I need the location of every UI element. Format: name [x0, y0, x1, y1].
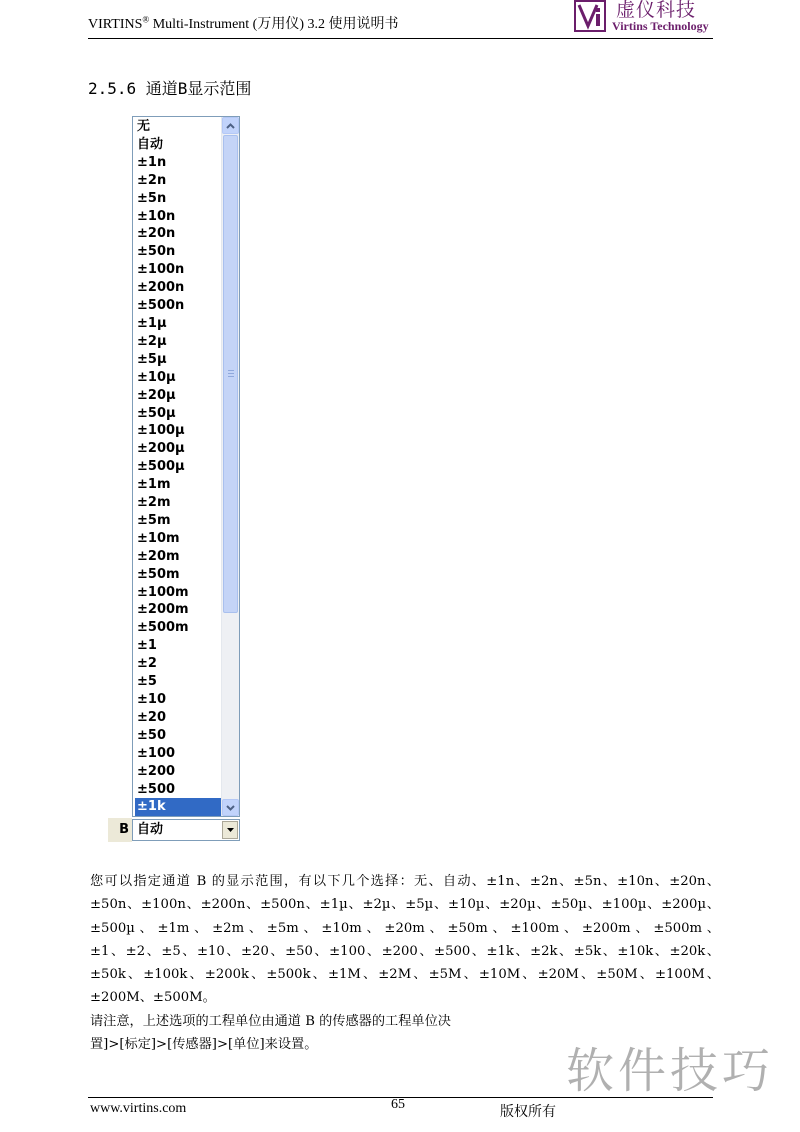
page-number: 65 — [391, 1097, 405, 1112]
dropdown-option[interactable]: ±100 — [137, 745, 176, 761]
dropdown-option[interactable]: ±10m — [137, 530, 180, 546]
vi-logo-icon — [574, 0, 606, 32]
dropdown-option[interactable]: ±2n — [137, 172, 167, 188]
dropdown-option[interactable]: ±10n — [137, 208, 176, 224]
dropdown-option[interactable]: ±20m — [137, 548, 180, 564]
range-options-paragraph: 您可以指定通道 B 的显示范围，有以下几个选择：无、自动、±1n、±2n、±5n、±10n、±20n、±50n、±100n、±200n、±500n、±1µ、±2µ、±5µ、±10µ、±20µ、±50µ、±100µ、±200µ、±500µ、±1m、±2m、±5m、±10m、±20m、±50m、±100m、±200m、±500m、±1、±2、±5、±10、±20、±50、±100、±200、±500、±1k、±2k、±5k、±10k、±20k、±50k、±100k、±200k、±500k、±1M、±2M、±5M、±10M、±20M、±50M、±100M、±200M、±500M。 — [90, 874, 720, 1006]
dropdown-option[interactable]: ±500m — [137, 620, 189, 636]
description-text — [90, 870, 720, 1056]
unit-note-line-2: 置]>[标定]>[传感器]>[单位]来设置。 — [90, 1037, 318, 1053]
dropdown-option[interactable]: ±20 — [137, 709, 166, 725]
scrollbar-thumb[interactable] — [223, 135, 238, 613]
dropdown-option[interactable]: ±5m — [137, 512, 171, 528]
dropdown-option[interactable]: ±2µ — [137, 333, 167, 349]
dropdown-option[interactable]: ±10 — [137, 692, 166, 707]
document-title: VIRTINS® Multi-Instrument (万用仪) 3.2 使用说明书 — [88, 14, 399, 32]
dropdown-option[interactable]: ±10µ — [137, 369, 176, 385]
dropdown-option[interactable]: ±100m — [137, 584, 189, 600]
dropdown-option[interactable]: ±50m — [137, 566, 180, 582]
dropdown-option[interactable]: ±5 — [137, 674, 157, 690]
dropdown-option[interactable]: ±200µ — [137, 441, 185, 457]
range-select[interactable] — [132, 819, 240, 841]
scrollbar-grip — [228, 370, 234, 379]
chevron-up-icon — [226, 123, 235, 129]
dropdown-option[interactable]: ±500 — [137, 781, 176, 797]
dropdown-option[interactable]: ±500n — [137, 298, 185, 314]
vertical-scrollbar[interactable] — [221, 117, 239, 816]
logo-english-name: Virtins Technology — [612, 19, 709, 33]
footer-website: www.virtins.com — [90, 1101, 187, 1116]
channel-b-range-dropdown-list[interactable] — [132, 116, 240, 817]
dropdown-option[interactable]: ±20µ — [137, 387, 176, 403]
dropdown-option[interactable]: ±5µ — [137, 351, 167, 367]
dropdown-arrow-icon — [227, 828, 234, 832]
dropdown-option[interactable]: ±1n — [137, 154, 167, 170]
dropdown-option[interactable]: ±200 — [137, 763, 176, 779]
selected-range-value: 自动 — [137, 822, 164, 837]
channel-label: B — [108, 818, 132, 842]
dropdown-option[interactable]: ±1 — [137, 638, 157, 654]
dropdown-option[interactable]: ±100µ — [137, 423, 185, 439]
company-logo — [572, 0, 712, 36]
chevron-down-icon — [226, 805, 235, 811]
dropdown-option[interactable]: ±50n — [137, 244, 176, 260]
dropdown-option[interactable]: ±5n — [137, 190, 167, 206]
unit-note-line-1: 请注意，上述选项的工程单位由通道 B 的传感器的工程单位决 — [90, 1013, 451, 1029]
channel-b-range-combo — [108, 818, 240, 842]
scroll-up-button[interactable] — [222, 117, 239, 134]
logo-chinese-name: 虚仪科技 — [616, 0, 697, 21]
dropdown-button[interactable] — [222, 821, 238, 839]
dropdown-options — [135, 118, 222, 816]
dropdown-option[interactable]: 自动 — [137, 136, 164, 152]
dropdown-option[interactable]: ±200n — [137, 280, 185, 296]
watermark-text: 软件技巧 — [566, 1043, 775, 1099]
dropdown-option[interactable]: ±200m — [137, 602, 189, 618]
footer-copyright: 版权所有 — [500, 1104, 556, 1120]
dropdown-option[interactable]: ±2 — [137, 656, 157, 672]
dropdown-option[interactable]: ±500µ — [137, 459, 185, 475]
section-title: 2.5.6 通道B显示范围 — [88, 79, 252, 98]
dropdown-option[interactable]: 无 — [137, 119, 151, 134]
dropdown-option[interactable]: ±1µ — [137, 315, 167, 331]
dropdown-option[interactable]: ±2m — [137, 495, 171, 511]
dropdown-option[interactable]: ±1k — [135, 798, 222, 816]
dropdown-option[interactable]: ±50µ — [137, 405, 176, 421]
header-divider — [88, 38, 713, 39]
dropdown-option[interactable]: ±1m — [137, 477, 171, 493]
dropdown-option[interactable]: ±20n — [137, 226, 176, 242]
dropdown-option[interactable]: ±50 — [137, 727, 166, 743]
dropdown-option[interactable]: ±100n — [137, 262, 185, 278]
scroll-down-button[interactable] — [222, 799, 239, 816]
